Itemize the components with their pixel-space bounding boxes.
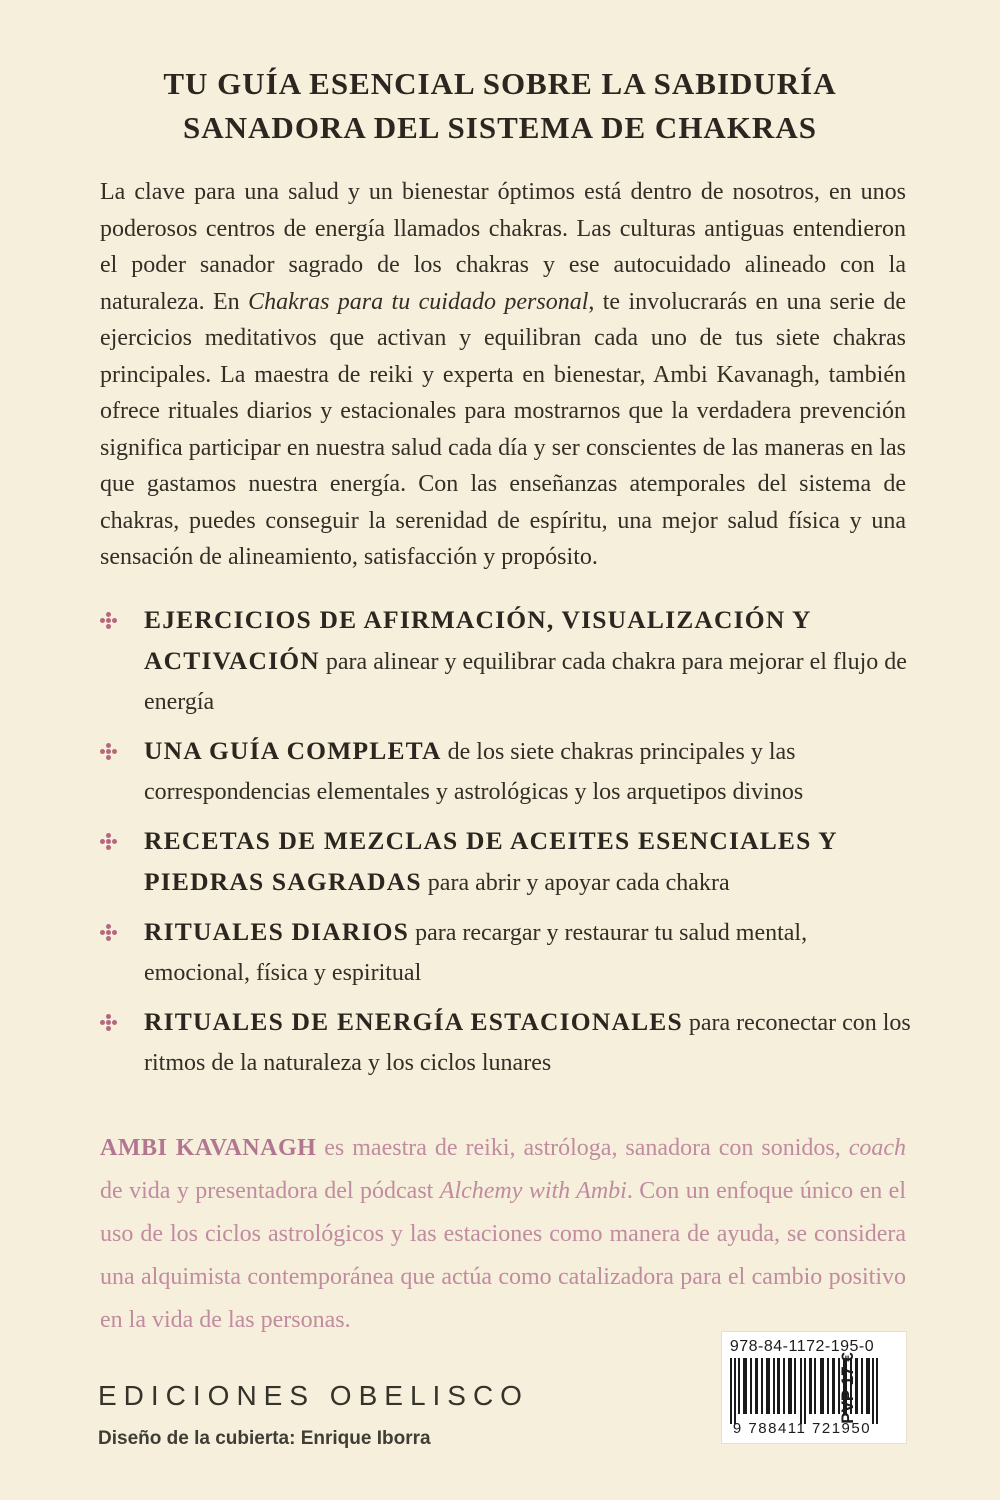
feature-description: para abrir y apoyar cada chakra — [421, 870, 730, 896]
dotted-cross-bullet-icon — [100, 743, 117, 760]
title-line-1: TU GUÍA ESENCIAL SOBRE LA SABIDURÍA — [163, 66, 837, 101]
bio-italic-coach: coach — [848, 1135, 906, 1161]
bio-italic-podcast: Alchemy with Ambi — [439, 1178, 627, 1204]
feature-heading: RECETAS DE MEZCLAS DE ACEITES ESENCIALES Y PIEDRAS SAGRADAS — [144, 826, 837, 896]
dotted-cross-bullet-icon — [100, 924, 117, 941]
bio-text-3: . Con un enfoque único en el uso de los ciclos astrológicos y las estaciones como manera de ayuda, se considera una alquimista contemporánea que actúa como catalizadora para el cambio positivo en la vida de las personas. — [100, 1178, 906, 1333]
intro-text-before: La clave para una salud y un bienestar óptimos está dentro de nosotros, en unos poderosos centros de energía llamados chakras. Las culturas antiguas entendieron el poder sanador sagrado de los chakras y ese autocuidado alineado con la naturaleza. En — [100, 179, 906, 315]
isbn-number: 978-84-1172-195-0 — [729, 1338, 875, 1355]
book-title-italic: Chakras para tu cuidado personal — [248, 288, 589, 315]
author-name: AMBI KAVANAGH — [100, 1135, 317, 1161]
list-item — [100, 731, 912, 812]
bio-text-1: es maestra de reiki, astróloga, sanadora con sonidos, — [316, 1135, 849, 1161]
feature-heading: RITUALES DE ENERGÍA ESTACIONALES — [144, 1007, 683, 1036]
list-item — [100, 912, 912, 993]
intro-text-after: , te involucrarás en una serie de ejercicios meditativos que activan y equilibran cada uno de tus siete chakras principales. La maestra de reiki y experta en bienestar, Ambi Kavanagh, también ofrece rituales diarios y estacionales para mostrarnos que la verdadera prevención significa participar en nuestra salud cada día y ser conscientes de las maneras en las que gastamos nuestra energía. Con las enseñanzas atemporales del sistema de chakras, puedes conseguir la serenidad de espíritu, una mejor salud física y una sensación de alineamiento, satisfacción y propósito. — [100, 288, 906, 570]
feature-description: para reconectar con los ritmos de la naturaleza y los ciclos lunares — [144, 1010, 911, 1076]
dotted-cross-bullet-icon — [100, 1014, 117, 1031]
barcode-digits: 9 788411 721950 — [732, 1420, 872, 1437]
cover-design-credit: Diseño de la cubierta: Enrique Iborra — [98, 1428, 431, 1449]
list-item — [100, 821, 912, 903]
feature-heading: RITUALES DIARIOS — [144, 917, 410, 946]
feature-list — [100, 600, 912, 1092]
page-title — [0, 62, 1000, 150]
list-item — [100, 600, 912, 722]
feature-description: para recargar y restaurar tu salud mental, emocional, física y espiritual — [144, 920, 808, 986]
feature-description: para alinear y equilibrar cada chakra para mejorar el flujo de energía — [144, 649, 907, 715]
author-bio — [100, 1127, 906, 1342]
feature-description: de los siete chakras principales y las correspondencias elementales y astrológicas y los arquetipos divinos — [144, 739, 804, 805]
dotted-cross-bullet-icon — [100, 833, 117, 850]
bio-text-2: de vida y presentadora del pódcast — [100, 1178, 440, 1204]
price-label: PVP 17 € — [838, 1351, 858, 1424]
dotted-cross-bullet-icon — [100, 612, 117, 629]
title-line-2: SANADORA DEL SISTEMA DE CHAKRAS — [183, 110, 817, 145]
feature-heading: UNA GUÍA COMPLETA — [144, 736, 442, 765]
publisher-name: EDICIONES OBELISCO — [98, 1380, 529, 1411]
feature-heading: EJERCICIOS DE AFIRMACIÓN, VISUALIZACIÓN Y ACTIVACIÓN — [144, 605, 811, 675]
barcode-panel — [722, 1332, 906, 1443]
list-item — [100, 1002, 912, 1083]
intro-paragraph — [100, 174, 906, 576]
